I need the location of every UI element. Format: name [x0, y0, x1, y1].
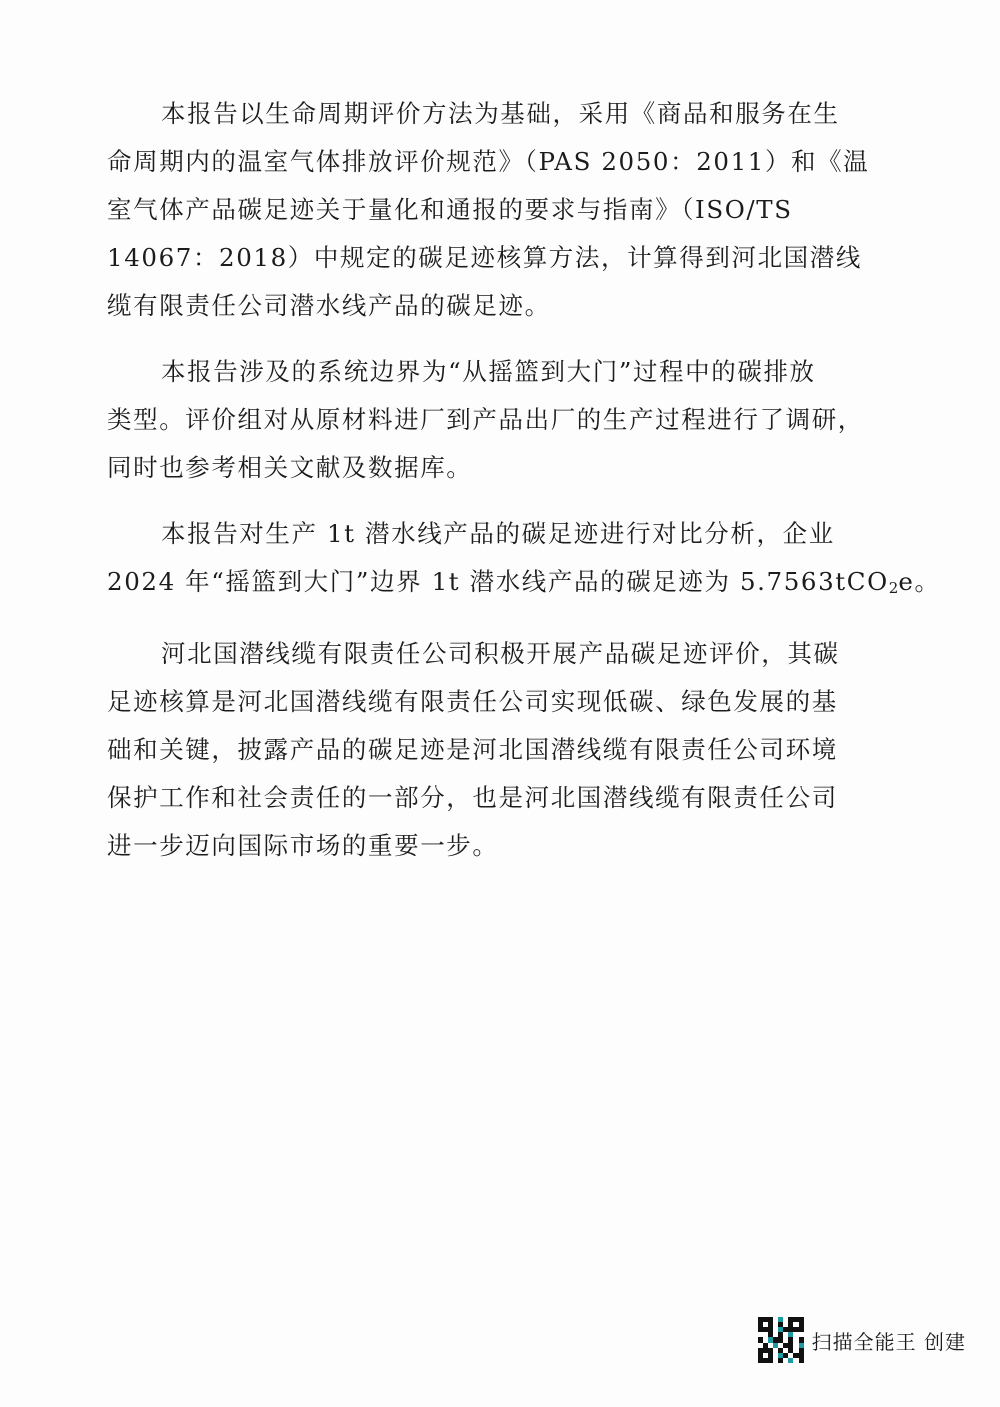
text-line: 保护工作和社会责任的一部分，也是河北国潜线缆有限责任公司	[107, 783, 838, 812]
text-line-result	[107, 558, 941, 612]
text-line: 进一步迈向国际市场的重要一步。	[107, 831, 499, 860]
scanner-brand-label: 扫描全能王 创建	[811, 1329, 966, 1354]
text-line: 室气体产品碳足迹关于量化和通报的要求与指南》（ISO/TS	[107, 195, 793, 224]
report-body	[107, 90, 941, 888]
text-line: 础和关键，披露产品的碳足迹是河北国潜线缆有限责任公司环境	[107, 735, 838, 764]
result-tail: e。	[898, 567, 941, 596]
text-line: 足迹核算是河北国潜线缆有限责任公司实现低碳、绿色发展的基	[107, 687, 838, 716]
paragraph-significance	[107, 630, 915, 870]
text-line: 命周期内的温室气体排放评价规范》（PAS 2050：2011）和《温	[107, 147, 870, 176]
text-line: 14067：2018）中规定的碳足迹核算方法，计算得到河北国潜线	[107, 243, 862, 272]
paragraph-system-boundary	[107, 348, 915, 492]
qr-code-icon	[758, 1317, 804, 1363]
text-line: 本报告对生产 1t 潜水线产品的碳足迹进行对比分析，企业	[161, 519, 835, 548]
text-line: 河北国潜线缆有限责任公司积极开展产品碳足迹评价，其碳	[161, 639, 840, 668]
paragraph-result	[107, 510, 941, 612]
result-text: 2024 年“摇篮到大门”边界 1t 潜水线产品的碳足迹为 5.7563tCO	[107, 567, 889, 596]
text-line: 类型。评价组对从原材料进厂到产品出厂的生产过程进行了调研，	[107, 405, 864, 434]
scanner-watermark	[758, 1317, 966, 1363]
text-line: 本报告涉及的系统边界为“从摇篮到大门”过程中的碳排放	[161, 357, 816, 386]
text-line: 同时也参考相关文献及数据库。	[107, 453, 473, 482]
paragraph-methodology	[107, 90, 915, 330]
text-line: 缆有限责任公司潜水线产品的碳足迹。	[107, 291, 551, 320]
text-line: 本报告以生命周期评价方法为基础，采用《商品和服务在生	[161, 99, 840, 128]
co2-subscript: 2	[888, 579, 899, 597]
